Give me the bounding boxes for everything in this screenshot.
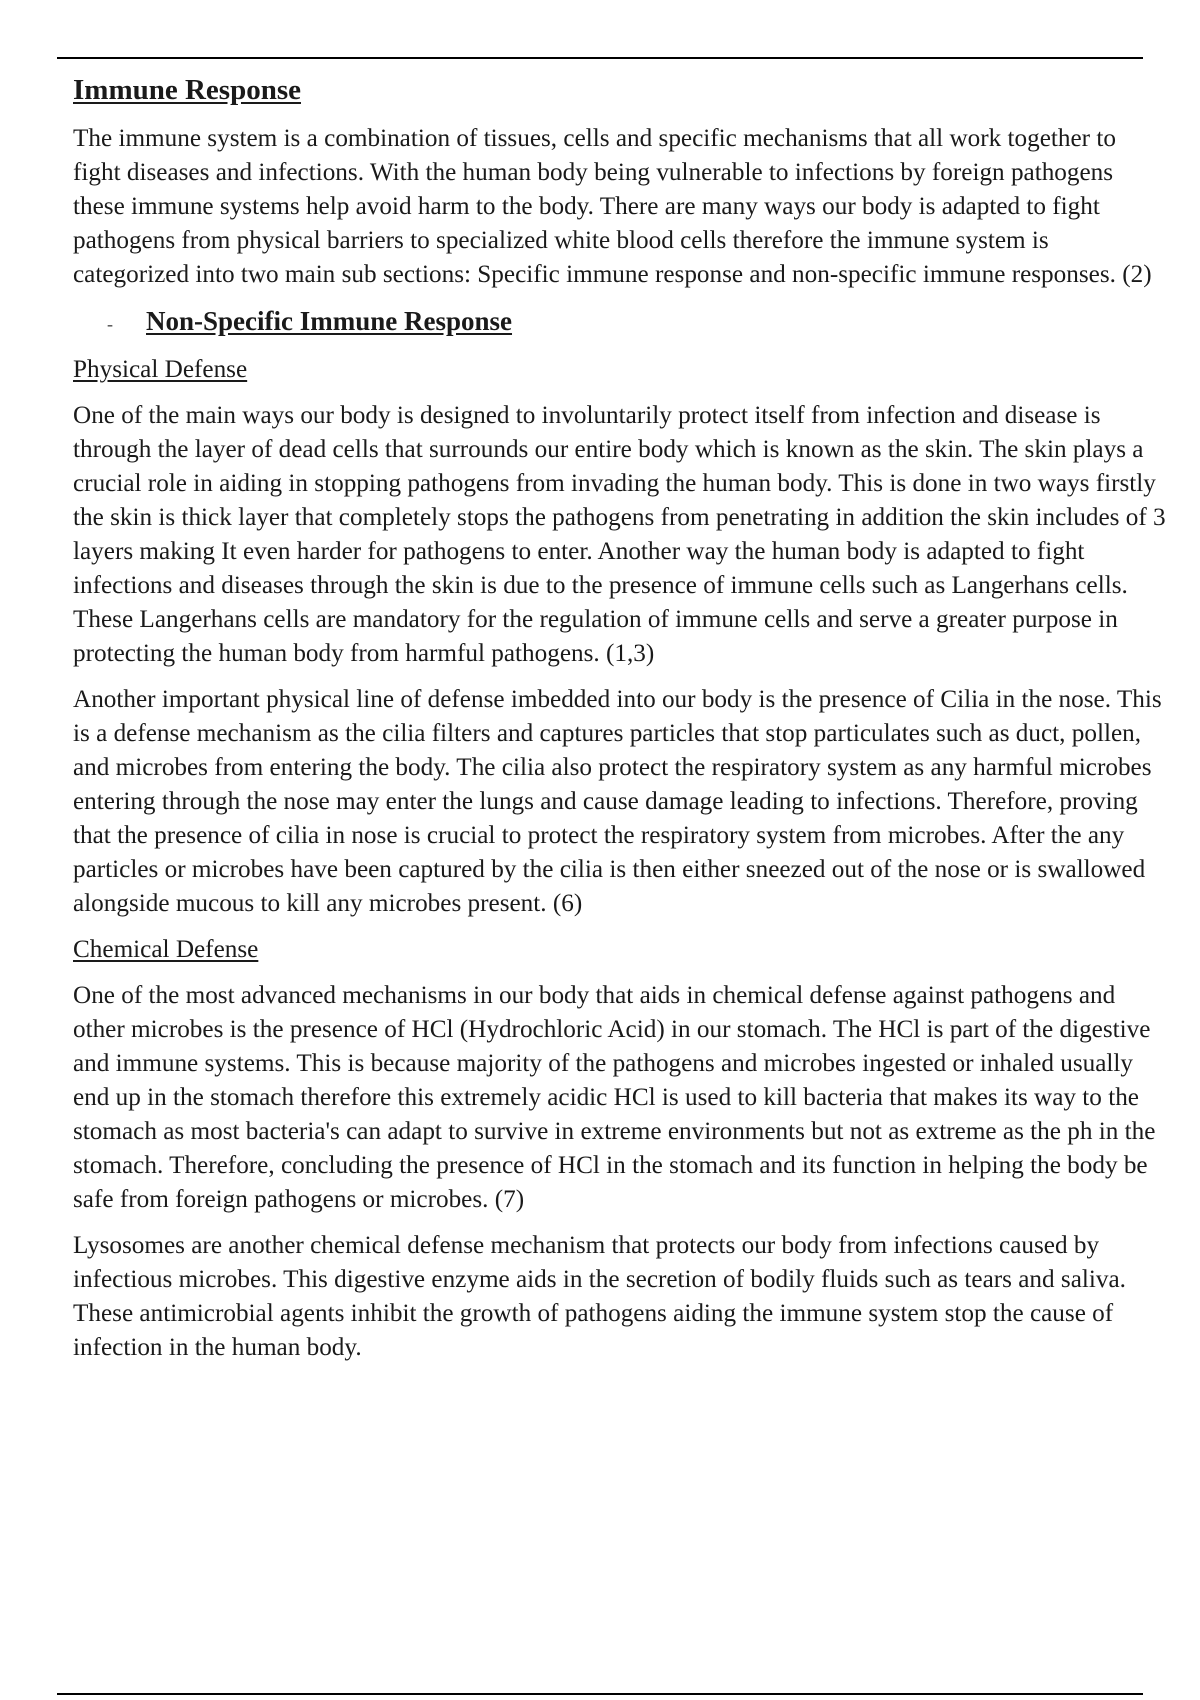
bullet-marker: -: [107, 314, 113, 334]
intro-paragraph: The immune system is a combination of tissues, cells and specific mechanisms that all work together to fight diseases and infections. With the human body being vulnerable to infections by foreign pathogens these immune systems help avoid harm to the body. There are many ways our body is adapted to fight pathogens from physical barriers to specialized white blood cells therefore the immune system is categorized into two main sub sections: Specific immune response and non-specific immune responses. (2): [73, 125, 1152, 288]
chemical-paragraph-lysosomes: Lysosomes are another chemical defense mechanism that protects our body from infections caused by infectious microbes. This digestive enzyme aids in the secretion of bodily fluids such as tears and saliva. These antimicrobial agents inhibit the growth of pathogens aiding the immune system stop the cause of infection in the human body.: [73, 1232, 1126, 1361]
document-title: Immune Response: [73, 74, 301, 106]
physical-paragraph-cilia: Another important physical line of defense imbedded into our body is the presence of Cilia in the nose. This is a defense mechanism as the cilia filters and captures particles that stop particulates such as duct, pollen, and microbes from entering the body. The cilia also protect the respiratory system as any harmful microbes entering through the nose may enter the lungs and cause damage leading to infections. Therefore, proving that the presence of cilia in nose is crucial to protect the respiratory system from microbes. After the any particles or microbes have been captured by the cilia is then either sneezed out of the nose or is swallowed alongside mucous to kill any microbes present. (6): [73, 686, 1162, 917]
chemical-defense-heading: Chemical Defense: [73, 936, 259, 963]
chemical-paragraph-hcl: One of the most advanced mechanisms in our body that aids in chemical defense against pathogens and other microbes is the presence of HCl (Hydrochloric Acid) in our stomach. The HCl is part of the digestive and immune systems. This is because majority of the pathogens and microbes ingested or inhaled usually end up in the stomach therefore this extremely acidic HCl is used to kill bacteria that makes its way to the stomach as most bacteria's can adapt to survive in extreme environments but not as extreme as the ph in the stomach. Therefore, concluding the presence of HCl in the stomach and its function in helping the body be safe from foreign pathogens or microbes. (7): [73, 982, 1156, 1213]
non-specific-heading: Non-Specific Immune Response: [146, 306, 513, 336]
top-rule: [57, 57, 1143, 59]
physical-paragraph-skin: One of the main ways our body is designed to involuntarily protect itself from infection and disease is through the layer of dead cells that surrounds our entire body which is known as the skin. The skin plays a crucial role in aiding in stopping pathogens from invading the human body. This is done in two ways firstly the skin is thick layer that completely stops the pathogens from penetrating in addition the skin includes of 3 layers making It even harder for pathogens to enter. Another way the human body is adapted to fight infections and diseases through the skin is due to the presence of immune cells such as Langerhans cells. These Langerhans cells are mandatory for the regulation of immune cells and serve a greater purpose in protecting the human body from harmful pathogens. (1,3): [73, 402, 1166, 667]
bottom-rule: [57, 1693, 1143, 1695]
physical-defense-heading: Physical Defense: [73, 356, 248, 383]
document-body: [73, 72, 1168, 1377]
bullet-heading-non-specific: [73, 304, 1168, 341]
